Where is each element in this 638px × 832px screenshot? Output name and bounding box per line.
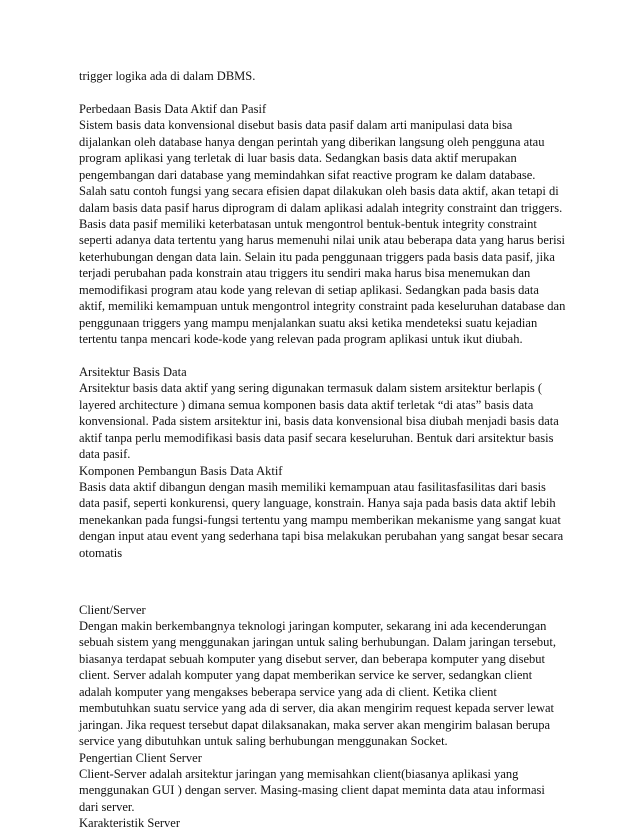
text-line: biasanya terdapat sebuah komputer yang disebut server, dan beberapa komputer yang disebut bbox=[79, 651, 546, 666]
text-line: Dengan makin berkembangnya teknologi jaringan komputer, sekarang ini ada kecenderungan bbox=[79, 619, 547, 633]
paragraph-spacer bbox=[79, 578, 571, 602]
document-body bbox=[79, 68, 571, 832]
text-line: Basis data aktif dibangun dengan masih memiliki kemampuan atau fasilitasfasilitas dari basis bbox=[79, 479, 546, 494]
text-line: jaringan. Jika request tersebut dapat dilaksanakan, maka server akan mengirim balasan berupa bbox=[79, 717, 550, 732]
text-line: Arsitektur basis data aktif yang sering digunakan termasuk dalam sistem arsitektur berlapis ( bbox=[79, 381, 543, 396]
text-line: Perbedaan Basis Data Aktif dan Pasif bbox=[79, 101, 267, 116]
text-line: adalah komputer yang mengakses beberapa service yang ada di client. Ketika client bbox=[79, 684, 497, 699]
text-line: otomatis bbox=[79, 545, 123, 560]
text-line: tertentu tanpa mencari kode-kode yang relevan pada program aplikasi untuk ikut diubah. bbox=[79, 332, 523, 346]
paragraph-spacer bbox=[79, 347, 571, 363]
text-line: penggunaan triggers yang mampu menjalankan suatu aksi ketika mendeteksi suatu kejadian bbox=[79, 315, 538, 330]
text-line: data pasif. bbox=[79, 447, 131, 462]
text-line: membutuhkan suatu service yang ada di server, dia akan mengirim request kepada server lewat bbox=[79, 701, 555, 716]
text-line: Sistem basis data konvensional disebut basis data pasif dalam arti manipulasi data bisa bbox=[79, 118, 513, 133]
text-line: layered architecture ) dimana semua komponen basis data aktif terletak “di atas” basis data bbox=[79, 397, 534, 412]
text-line: data pasif, seperti konkurensi, query language, konstrain. Hanya saja pada basis data aktif lebih bbox=[79, 496, 556, 511]
text-line: menggunakan GUI ) dengan server. Masing-masing client dapat meminta data atau informasi bbox=[79, 783, 545, 798]
text-line: Client-Server adalah arsitektur jaringan yang memisahkan client(biasanya aplikasi yang bbox=[79, 766, 519, 781]
text-line: dijalankan oleh database hanya dengan perintah yang diberikan langsung oleh pengguna atau bbox=[79, 134, 545, 149]
text-line: program aplikasi yang terletak di luar basis data. Sedangkan basis data aktif merupakan bbox=[79, 151, 517, 166]
text-line: Komponen Pembangun Basis Data Aktif bbox=[79, 463, 283, 478]
text-line: konvensional. Pada sistem arsitektur ini, basis data konvensional bisa diubah menjadi basis data bbox=[79, 414, 559, 429]
text-line: memodifikasi program atau kode yang relevan di setiap aplikasi. Sedangkan pada basis data bbox=[79, 282, 539, 297]
text-line: dalam basis data pasif harus diprogram di dalam aplikasi adalah integrity constraint dan triggers. bbox=[79, 200, 563, 215]
paragraph-spacer bbox=[79, 561, 571, 577]
text-line: service yang dibutuhkan untuk saling berhubungan menggunakan Socket. bbox=[79, 734, 448, 749]
text-line: aktif, memiliki kemampuan untuk mengontrol integrity constraint pada keseluruhan database dan bbox=[79, 299, 566, 314]
text-line: Pengertian Client Server bbox=[79, 750, 202, 765]
text-line: sebuah sistem yang menggunakan jaringan untuk saling berhubungan. Dalam jaringan tersebut, bbox=[79, 635, 556, 650]
text-line: Karakteristik Server bbox=[79, 816, 181, 831]
text-line: dengan input atau event yang sederhana tapi bisa melakukan perubahan yang sangat besar secara bbox=[79, 529, 564, 544]
text-line: Salah satu contoh fungsi yang secara efisien dapat dilakukan oleh basis data aktif, akan tetapi di bbox=[79, 184, 559, 199]
text-line: seperti adanya data tertentu yang harus memenuhi nilai unik atau beberapa data yang harus berisi bbox=[79, 233, 565, 248]
text-line: keterhubungan dengan data lain. Selain itu pada penggunaan triggers pada basis data pasif, jika bbox=[79, 249, 555, 264]
text-line: client. Server adalah komputer yang dapat memberikan service ke server, sedangkan client bbox=[79, 668, 533, 683]
text-line: terjadi perubahan pada konstrain atau triggers itu sendiri maka harus bisa menemukan dan bbox=[79, 266, 531, 281]
text-line: menekankan pada fungsi-fungsi tertentu yang mampu memberikan mekanisme yang sangat kuat bbox=[79, 512, 561, 527]
text-line: pengembangan dari database yang memindahkan sifat reactive program ke dalam database. bbox=[79, 167, 536, 182]
paragraph-spacer bbox=[79, 84, 571, 100]
text-line: Client/Server bbox=[79, 602, 146, 617]
text-line: dari server. bbox=[79, 799, 135, 814]
text-line: Basis data pasif memiliki keterbatasan untuk mengontrol bentuk-bentuk integrity constraint bbox=[79, 216, 537, 231]
text-line: trigger logika ada di dalam DBMS. bbox=[79, 69, 256, 83]
text-line: Arsitektur Basis Data bbox=[79, 364, 187, 379]
text-line: aktif tanpa perlu memodifikasi basis data pasif secara keseluruhan. Bentuk dari arsitektur basis bbox=[79, 430, 554, 445]
